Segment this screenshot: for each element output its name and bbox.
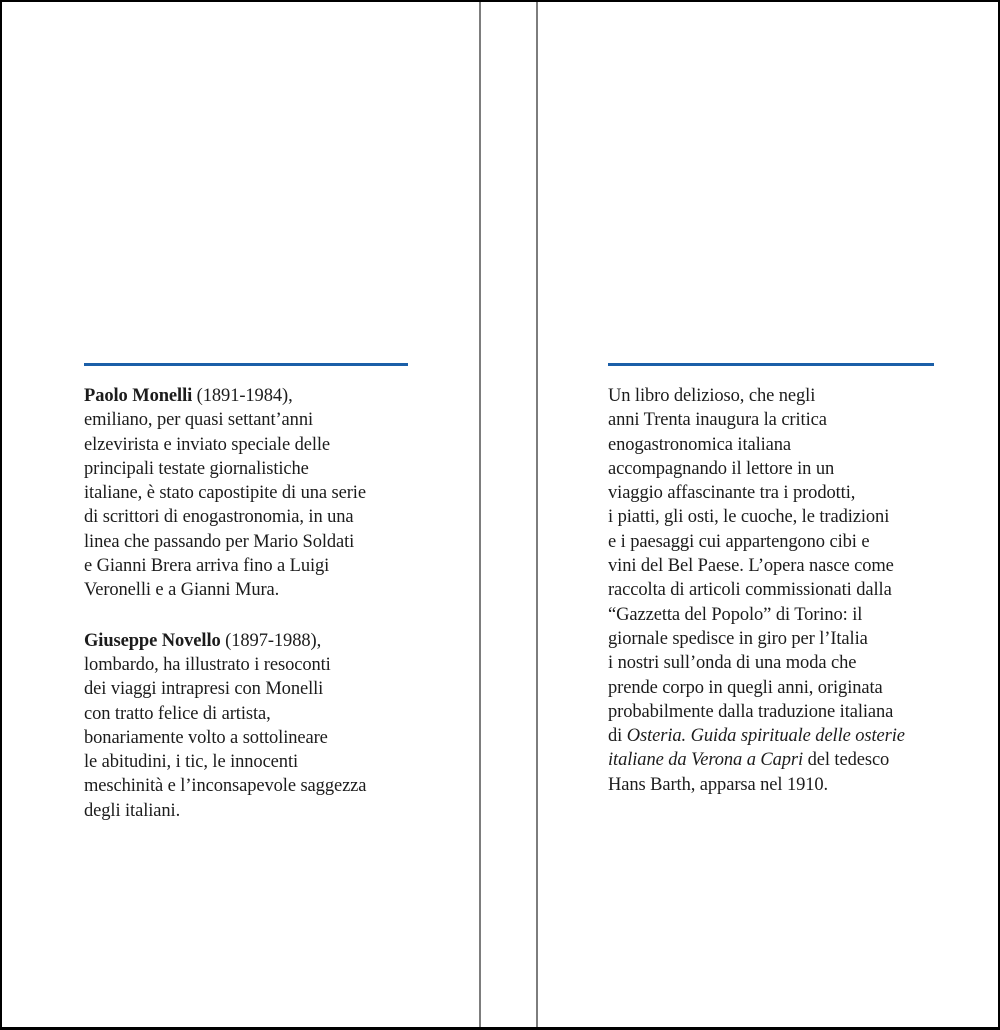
spine-fold-line-left: [479, 2, 481, 1027]
paragraph: [84, 629, 408, 823]
book-description-text: [608, 384, 934, 797]
text-segment: di scrittori di enogastronomia, in una: [84, 507, 354, 528]
text-segment: degli italiani.: [84, 800, 181, 821]
text-segment: e Gianni Brera arriva fino a Luigi: [84, 556, 330, 577]
text-segment: probabilmente dalla traduzione italiana: [608, 701, 894, 722]
blue-rule-right: [608, 363, 934, 366]
author-biographies-text: [84, 384, 408, 823]
text-segment: principali testate giornalistiche: [84, 458, 309, 479]
person-name: Paolo Monelli: [84, 386, 193, 406]
text-segment: le abitudini, i tic, le innocenti: [84, 752, 299, 773]
text-segment: vini del Bel Paese. L’opera nasce come: [608, 556, 894, 577]
person-name: Giuseppe Novello: [84, 630, 221, 651]
paragraph: [84, 384, 408, 603]
text-segment: Hans Barth, apparsa nel 1910.: [608, 774, 829, 795]
text-segment: italiane, è stato capostipite di una serie: [84, 483, 366, 504]
text-segment: accompagnando il lettore in un: [608, 458, 835, 479]
text-segment: i piatti, gli osti, le cuoche, le tradizioni: [608, 507, 890, 528]
book-title-italic: Osteria. Guida spirituale delle osterie: [626, 726, 905, 747]
text-segment: meschinità e l’inconsapevole saggezza: [84, 776, 367, 797]
paragraph: [608, 384, 934, 797]
text-segment: “Gazzetta del Popolo” di Torino: il: [608, 604, 863, 625]
text-segment: raccolta di articoli commissionati dalla: [608, 580, 892, 601]
text-segment: prende corpo in quegli anni, originata: [608, 677, 883, 698]
text-segment: Veronelli e a Gianni Mura.: [84, 580, 280, 601]
text-segment: i nostri sull’onda di una moda che: [608, 653, 857, 674]
text-segment: (1891-1984),: [192, 386, 293, 406]
text-segment: dei viaggi intrapresi con Monelli: [84, 679, 324, 700]
text-segment: del tedesco: [803, 750, 890, 771]
text-segment: (1897-1988),: [220, 630, 322, 651]
spine-fold-line-right: [536, 2, 538, 1027]
text-segment: Un libro delizioso, che negli: [608, 386, 816, 406]
text-segment: emiliano, per quasi settant’anni: [84, 410, 314, 431]
text-segment: giornale spedisce in giro per l’Italia: [608, 628, 868, 649]
text-segment: bonariamente volto a sottolineare: [84, 727, 328, 748]
text-segment: e i paesaggi cui appartengono cibi e: [608, 531, 870, 552]
left-flap: [84, 363, 408, 823]
text-segment: di: [608, 726, 627, 747]
text-segment: anni Trenta inaugura la critica: [608, 410, 827, 431]
text-segment: viaggio affascinante tra i prodotti,: [608, 483, 856, 504]
text-segment: enogastronomica italiana: [608, 434, 792, 455]
right-flap: [608, 363, 934, 797]
book-title-italic: italiane da Verona a Capri: [608, 750, 804, 771]
blue-rule-left: [84, 363, 408, 366]
text-segment: lombardo, ha illustrato i resoconti: [84, 654, 331, 675]
text-segment: linea che passando per Mario Soldati: [84, 531, 355, 552]
text-segment: elzevirista e inviato speciale delle: [84, 434, 331, 455]
text-segment: con tratto felice di artista,: [84, 703, 271, 724]
